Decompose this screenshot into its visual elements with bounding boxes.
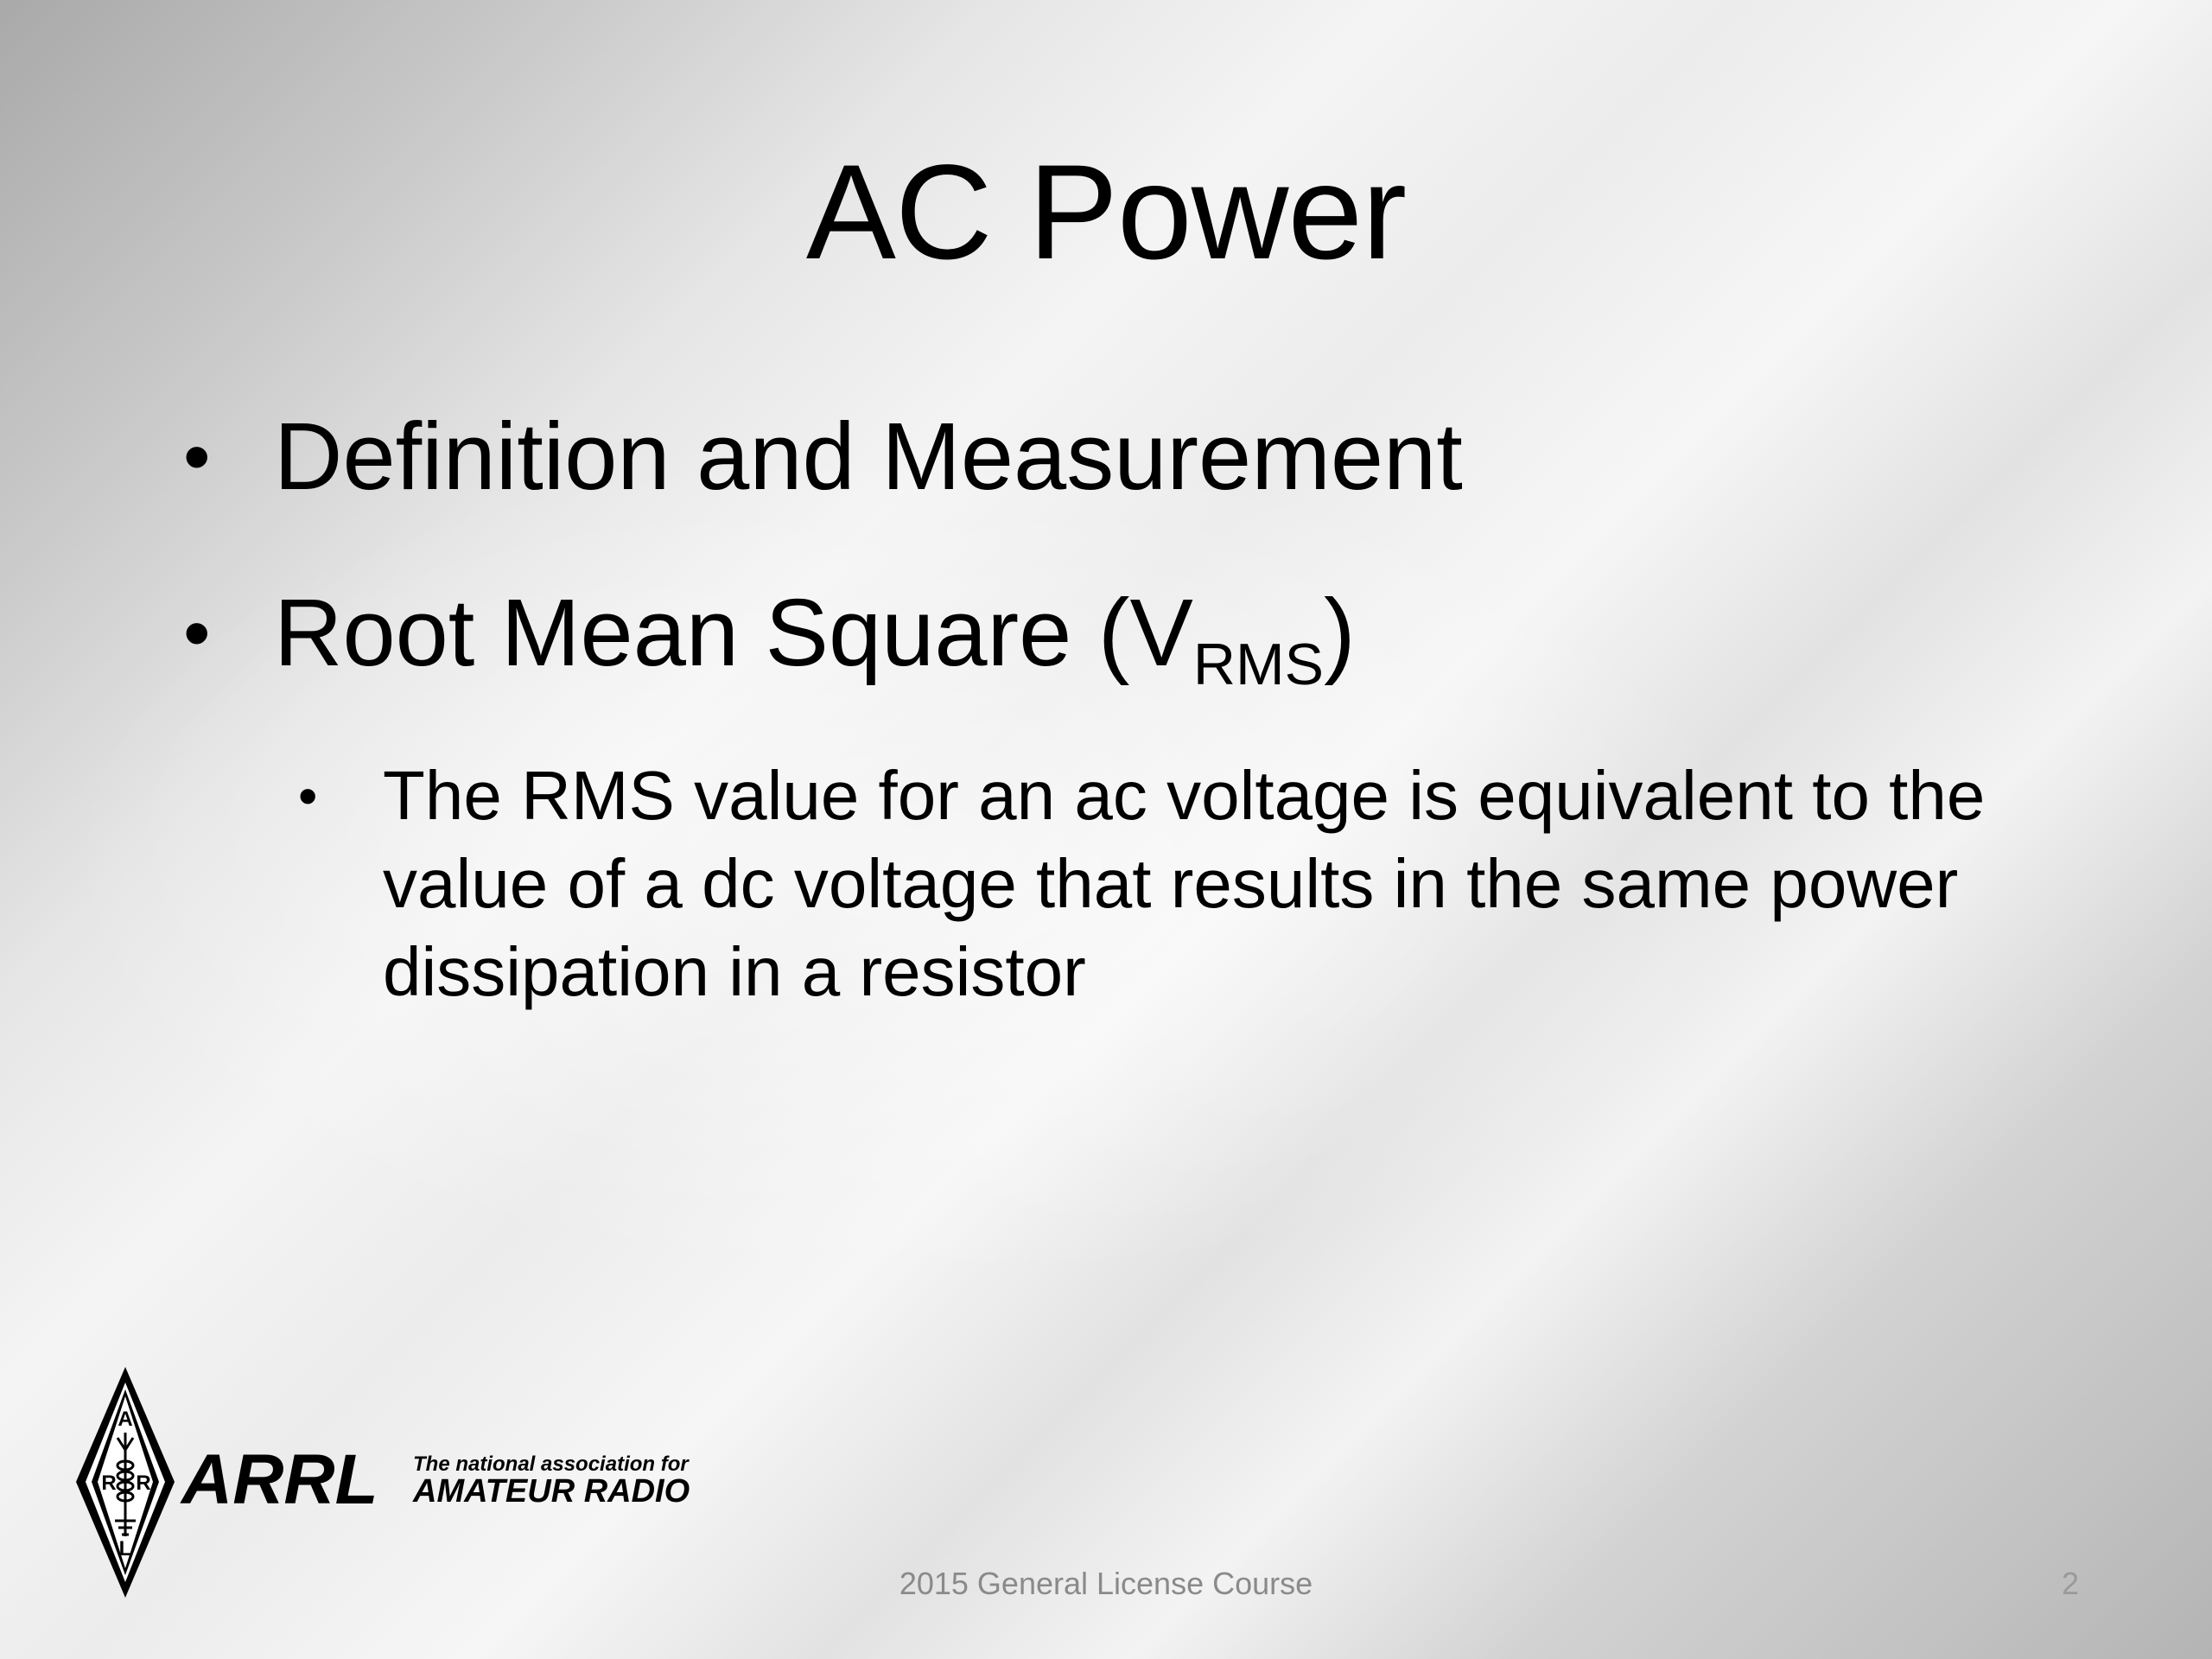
sub-bullet-item [298, 752, 2009, 1016]
page-number: 2 [2061, 1566, 2079, 1601]
bullet-subscript: RMS [1192, 631, 1325, 697]
bullet-text: Root Mean Square (V [274, 580, 1193, 686]
diamond-letter: R [136, 1471, 151, 1495]
sub-bullet-text: The RMS value for an ac voltage is equivalent to the value of a dc voltage that results in the same power dissipation in a resistor [383, 757, 1986, 1010]
slide-title: AC Power [805, 137, 1407, 288]
footer-course-label: 2015 General License Course [899, 1566, 1313, 1601]
diamond-letter: L [118, 1537, 132, 1560]
sub-bullet-icon: • [298, 765, 318, 827]
bullet-text-suffix: ) [1324, 580, 1356, 686]
diamond-letter: A [118, 1408, 133, 1431]
diamond-letter: R [101, 1471, 117, 1495]
bullet-item [183, 579, 1356, 697]
bullet-text: Definition and Measurement [274, 404, 1463, 510]
bullet-item [183, 403, 1463, 512]
bullet-icon: • [183, 413, 211, 500]
arrl-tagline: The national association for [413, 1452, 689, 1476]
arrl-tagline-amateur-radio: AMATEUR RADIO [413, 1473, 690, 1510]
arrl-wordmark: ARRL [181, 1440, 378, 1519]
bullet-icon: • [183, 589, 211, 677]
arrl-diamond-icon [76, 1367, 175, 1598]
